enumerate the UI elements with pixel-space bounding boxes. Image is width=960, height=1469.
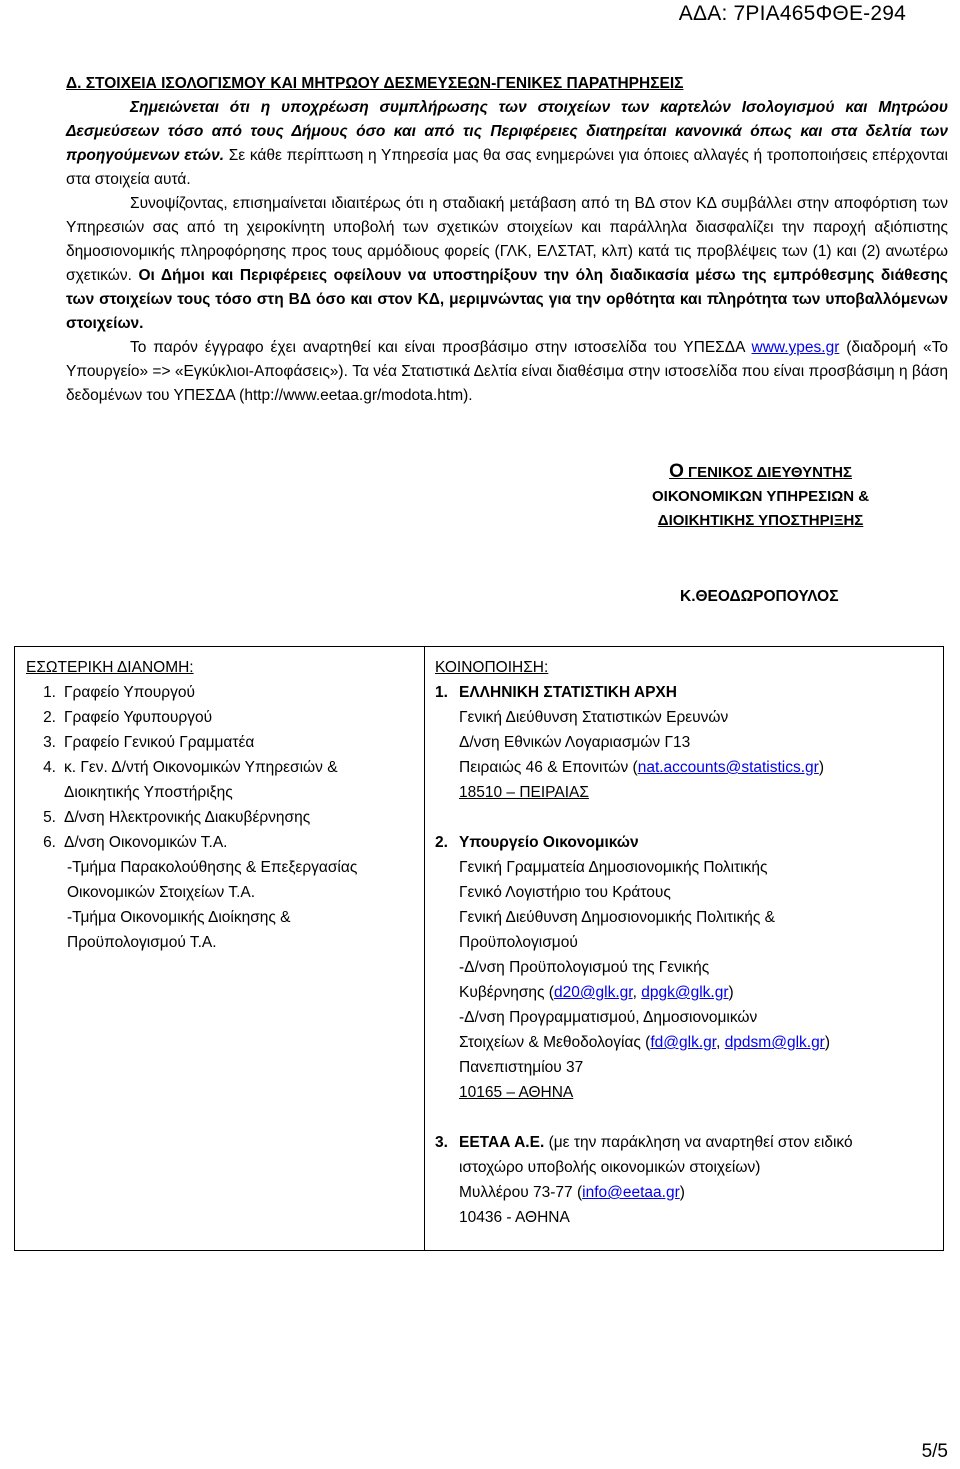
- ada-code: ΑΔΑ: 7ΡΙΑ465ΦΘΕ-294: [678, 2, 906, 25]
- paragraph-3-text-a: Το παρόν έγγραφο έχει αναρτηθεί και είναι προσβάσιμο στην ιστοσελίδα του ΥΠΕΣΔΑ: [130, 339, 752, 356]
- email-link[interactable]: fd@glk.gr: [650, 1034, 717, 1051]
- sub-item: -Τμήμα Οικονομικής Διοίκησης &: [67, 909, 291, 926]
- signer-name: Κ.ΘΕΟΔΩΡΟΠΟΥΛΟΣ: [680, 588, 839, 605]
- recipient-line: 18510 – ΠΕΙΡΑΙΑΣ: [459, 784, 589, 801]
- email-link[interactable]: d20@glk.gr: [553, 984, 633, 1001]
- main-section: [66, 72, 948, 408]
- paragraph-2-text: Συνοψίζοντας, επισημαίνεται ιδιαιτέρως ότι η σταδιακή μετάβαση από τη ΒΔ στον ΚΔ συμβάλλει στην αποφόρτιση των Υπηρεσιών σας από τη χειροκίνητη υποβολή των σχετικών στοιχείων και παράλληλα διασφαλίζει την παροχή αξιόπιστης δημοσιονομικής πληροφόρησης προς τους αρμόδιους φορείς (ΓΛΚ, ΕΛΣΤΑΤ, κλπ) κατά τις προβλέψεις των (1) και (2) ανωτέρω σχετικών.: [66, 195, 948, 284]
- recipient-line: ιστοχώρο υποβολής οικονομικών στοιχείων): [459, 1159, 761, 1176]
- item-text: Δ/νση Οικονομικών Τ.Α.: [64, 834, 228, 851]
- item-number: 5.: [43, 809, 56, 826]
- page-number: 5/5: [921, 1441, 948, 1462]
- item-number: 6.: [43, 834, 56, 851]
- address-text: Κυβέρνησης (: [459, 984, 554, 1001]
- recipient-line: 10165 – ΑΘΗΝΑ: [459, 1084, 574, 1101]
- list-item: [26, 730, 424, 755]
- recipient-line: -Δ/νση Προϋπολογισμού της Γενικής: [459, 959, 710, 976]
- item-number: 2.: [43, 709, 56, 726]
- notification-distribution: [425, 647, 944, 1251]
- list-item: [26, 830, 424, 855]
- sub-item: Οικονομικών Στοιχείων Τ.Α.: [67, 884, 256, 901]
- item-text: Γραφείο Υπουργού: [64, 684, 195, 701]
- recipient-line: Δ/νση Εθνικών Λογαριασμών Γ13: [459, 734, 691, 751]
- signature-title-line-3: ΔΙΟΙΚΗΤΙΚΗΣ ΥΠΟΣΤΗΡΙΞΗΣ: [657, 512, 864, 529]
- recipient-2-head: [435, 830, 943, 855]
- item-number: 3.: [43, 734, 56, 751]
- item-number: 1.: [43, 684, 56, 701]
- recipient-line: Γενική Διεύθυνση Δημοσιονομικής Πολιτικής &: [459, 909, 775, 926]
- notification-title: ΚΟΙΝΟΠΟΙΗΣΗ:: [435, 659, 549, 676]
- list-item: [26, 680, 424, 705]
- recipient-number: 2.: [435, 834, 448, 851]
- item-text: κ. Γεν. Δ/ντή Οικονομικών Υπηρεσιών &: [64, 759, 338, 776]
- internal-list: [26, 680, 424, 855]
- recipient-name: ΕΛΛΗΝΙΚΗ ΣΤΑΤΙΣΤΙΚΗ ΑΡΧΗ: [459, 684, 677, 701]
- recipient-line: [435, 1180, 943, 1205]
- signature-block: [652, 460, 869, 533]
- recipient-1-head: [435, 680, 943, 705]
- address-text: Στοιχείων & Μεθοδολογίας (: [459, 1034, 651, 1051]
- recipient-line: [435, 1030, 943, 1055]
- sub-item: Προϋπολογισμού Τ.Α.: [67, 934, 217, 951]
- address-text: ): [824, 1034, 831, 1051]
- recipient-line: Προϋπολογισμού: [459, 934, 578, 951]
- paragraph-1: [66, 96, 948, 192]
- address-text: ,: [716, 1034, 725, 1051]
- spacer: [435, 805, 943, 830]
- signature-title: ΓΕΝΙΚΟΣ ΔΙΕΥΘΥΝΤΗΣ: [683, 464, 852, 481]
- recipient-line: [435, 980, 943, 1005]
- paragraph-3-text-b: (διαδρομή «Το Υπουργείο» => «Εγκύκλιοι-Αποφάσεις»). Τα νέα Στατιστικά Δελτία είναι διαθέσιμα στην ιστοσελίδα που είναι προσβάσιμη η βάση δεδομένων του ΥΠΕΣΔΑ (http://www.eetaa.gr/modota.htm).: [66, 339, 948, 404]
- item-text: Διοικητικής Υποστήριξης: [64, 784, 233, 801]
- address-text: Πειραιώς 46 & Επονιτών (: [459, 759, 638, 776]
- paragraph-2-emphasis: Οι Δήμοι και Περιφέρειες οφείλουν να υποστηρίξουν την όλη διαδικασία μέσω της εμπρόθεσμης διάθεσης των στοιχείων τους τόσο στη ΒΔ όσο και στον ΚΔ, μεριμνώντας για την ορθότητα και πληρότητα των υποβαλλόμενων στοιχείων.: [66, 267, 948, 332]
- recipient-note: (με την παράκληση να αναρτηθεί στον ειδικό: [544, 1134, 853, 1151]
- item-number: 4.: [43, 759, 56, 776]
- list-item: [26, 780, 424, 805]
- address-text: ,: [632, 984, 642, 1001]
- recipient-line: Γενική Διεύθυνση Στατιστικών Ερευνών: [459, 709, 729, 726]
- internal-distribution: [15, 647, 425, 1251]
- signature-title-line-1: [652, 460, 869, 485]
- list-item: [26, 755, 424, 780]
- internal-distribution-title: ΕΣΩΤΕΡΙΚΗ ΔΙΑΝΟΜΗ:: [26, 659, 194, 676]
- spacer: [435, 1105, 943, 1130]
- recipient-line: Γενικό Λογιστήριο του Κράτους: [459, 884, 671, 901]
- list-item: [26, 705, 424, 730]
- email-link[interactable]: nat.accounts@statistics.gr: [637, 759, 819, 776]
- ypes-link[interactable]: www.ypes.gr: [751, 339, 840, 356]
- email-link[interactable]: dpdsm@glk.gr: [724, 1034, 825, 1051]
- address-text: ): [818, 759, 825, 776]
- paragraph-1-emphasis: Σημειώνεται ότι η υποχρέωση συμπλήρωσης των στοιχείων των καρτελών Ισολογισμού και Μητρώου Δεσμεύσεων τόσο από τους Δήμους όσο και από τις Περιφέρειες διατηρείται κανονικά όπως και στα δελτία των προηγούμενων ετών.: [66, 99, 948, 164]
- signature-article: Ο: [669, 461, 684, 482]
- item-text: Γραφείο Υφυπουργού: [64, 709, 213, 726]
- item-text: Γραφείο Γενικού Γραμματέα: [64, 734, 255, 751]
- distribution-table: [14, 646, 944, 1251]
- recipient-number: 3.: [435, 1134, 448, 1151]
- sub-item: -Τμήμα Παρακολούθησης & Επεξεργασίας: [67, 859, 358, 876]
- recipient-number: 1.: [435, 684, 448, 701]
- recipient-3-head: [435, 1130, 943, 1155]
- section-heading: Δ. ΣΤΟΙΧΕΙΑ ΙΣΟΛΟΓΙΣΜΟΥ ΚΑΙ ΜΗΤΡΩΟΥ ΔΕΣΜΕΥΣΕΩΝ-ΓΕΝΙΚΕΣ ΠΑΡΑΤΗΡΗΣΕΙΣ: [66, 75, 684, 92]
- email-link[interactable]: dpgk@glk.gr: [641, 984, 729, 1001]
- recipient-line: Πανεπιστημίου 37: [459, 1059, 584, 1076]
- paragraph-3: [66, 336, 948, 408]
- address-text: Μυλλέρου 73-77 (: [459, 1184, 583, 1201]
- recipient-line: -Δ/νση Προγραμματισμού, Δημοσιονομικών: [459, 1009, 758, 1026]
- paragraph-2: [66, 192, 948, 336]
- signature-title-line-2: ΟΙΚΟΝΟΜΙΚΩΝ ΥΠΗΡΕΣΙΩΝ &: [652, 488, 870, 505]
- recipient-name: Υπουργείο Οικονομικών: [459, 834, 639, 851]
- address-text: ): [728, 984, 734, 1001]
- email-link[interactable]: info@eetaa.gr: [582, 1184, 680, 1201]
- paragraph-1-text: Σε κάθε περίπτωση η Υπηρεσία μας θα σας ενημερώνει για όποιες αλλαγές ή τροποποιήσεις επέρχονται στα στοιχεία αυτά.: [66, 147, 948, 188]
- recipient-line: 10436 - ΑΘΗΝΑ: [459, 1209, 570, 1226]
- address-text: ): [679, 1184, 685, 1201]
- list-item: [26, 805, 424, 830]
- recipient-line: Γενική Γραμματεία Δημοσιονομικής Πολιτικής: [459, 859, 768, 876]
- recipient-line: [435, 755, 943, 780]
- item-text: Δ/νση Ηλεκτρονικής Διακυβέρνησης: [64, 809, 311, 826]
- recipient-name: ΕΕΤΑΑ Α.Ε.: [459, 1134, 545, 1151]
